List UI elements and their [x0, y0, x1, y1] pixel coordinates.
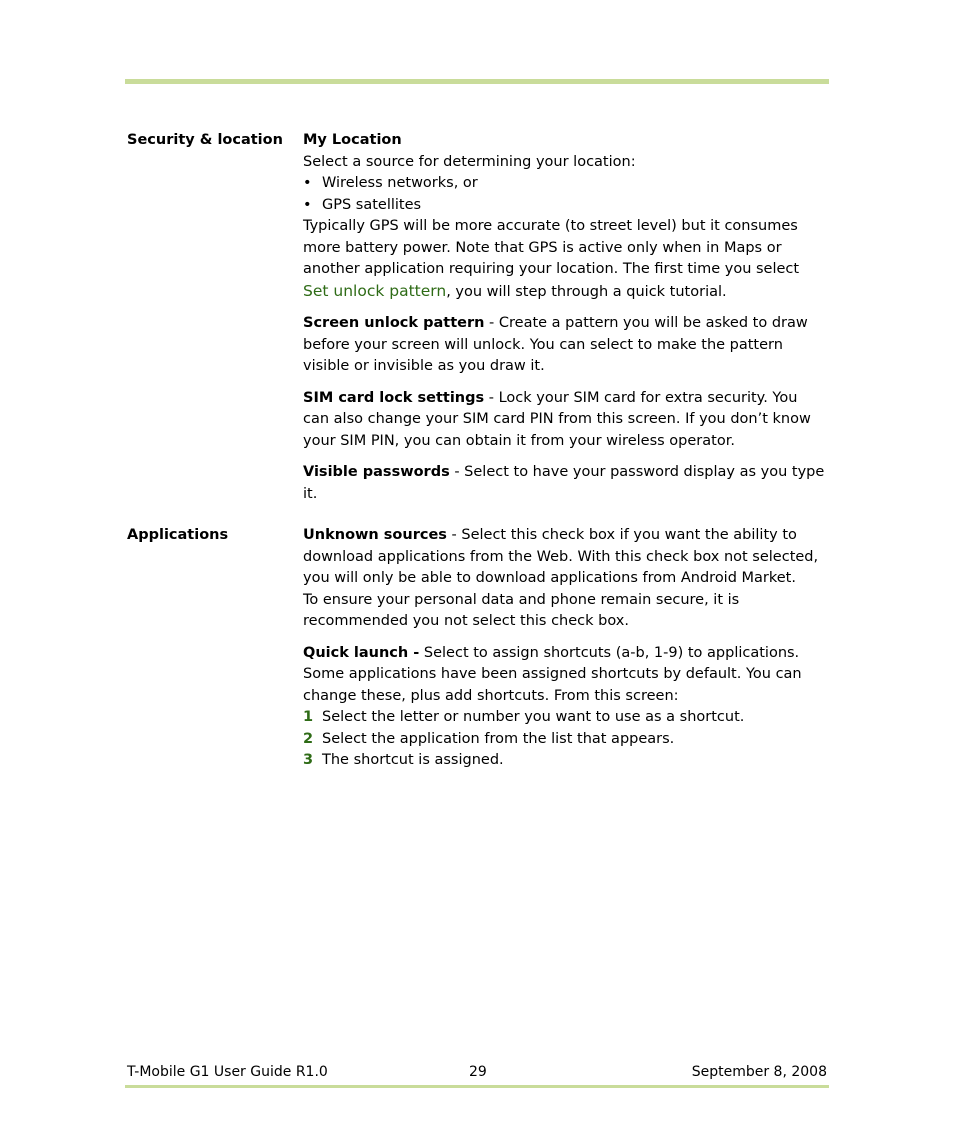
unknown-sources-paragraph: Unknown sources - Select this check box if you want the ability to download applications from the Web. With this check box not selected, you will only be able to download applications from Android Market.: [303, 527, 819, 586]
footer-date: September 8, 2008: [691, 1064, 827, 1080]
unknown-sources-note: To ensure your personal data and phone remain secure, it is recommended you not select this check box.: [303, 591, 740, 629]
screen-unlock-paragraph: Screen unlock pattern - Create a pattern you will be asked to draw before your screen will unlock. You can select to make the pattern visible or invisible as you draw it.: [303, 315, 808, 374]
step-item: 1 Select the letter or number you want to use as a shortcut.: [303, 709, 745, 725]
security-content: [303, 130, 828, 505]
section-title-security: Security & location: [127, 132, 283, 148]
quick-launch-paragraph: Quick launch - Select to assign shortcuts (a-b, 1-9) to applications. Some applications have been assigned shortcuts by default. You can change these, plus add shortcuts. From this screen:: [303, 644, 802, 704]
step-item: 3 The shortcut is assigned.: [303, 752, 504, 768]
visible-passwords-paragraph: Visible passwords - Select to have your password display as you type it.: [303, 464, 825, 502]
bullet-item: • GPS satellites: [303, 196, 422, 213]
footer-document-title: T-Mobile G1 User Guide R1.0: [127, 1064, 328, 1080]
my-location-heading: My Location: [303, 132, 402, 148]
section-title-applications: Applications: [127, 527, 229, 543]
footer-page-number: 29: [469, 1064, 487, 1080]
top-rule: [125, 79, 829, 84]
step-item: 2 Select the application from the list that appears.: [303, 730, 675, 747]
my-location-intro: Select a source for determining your location:: [303, 153, 636, 170]
bullet-item: • Wireless networks, or: [303, 175, 478, 191]
bottom-rule: [125, 1085, 829, 1088]
sim-lock-paragraph: SIM card lock settings - Lock your SIM card for extra security. You can also change your SIM card PIN from this screen. If you don’t know your SIM PIN, you can obtain it from your wireless operator.: [303, 389, 811, 449]
my-location-body: Typically GPS will be more accurate (to street level) but it consumes more battery power. Note that GPS is active only when in Maps or another application requiring your location. The first time you select Set unlock pattern, you will step through a quick tutorial.: [303, 218, 800, 300]
set-unlock-pattern-link[interactable]: Set unlock pattern: [303, 281, 447, 300]
applications-content: [303, 525, 828, 772]
